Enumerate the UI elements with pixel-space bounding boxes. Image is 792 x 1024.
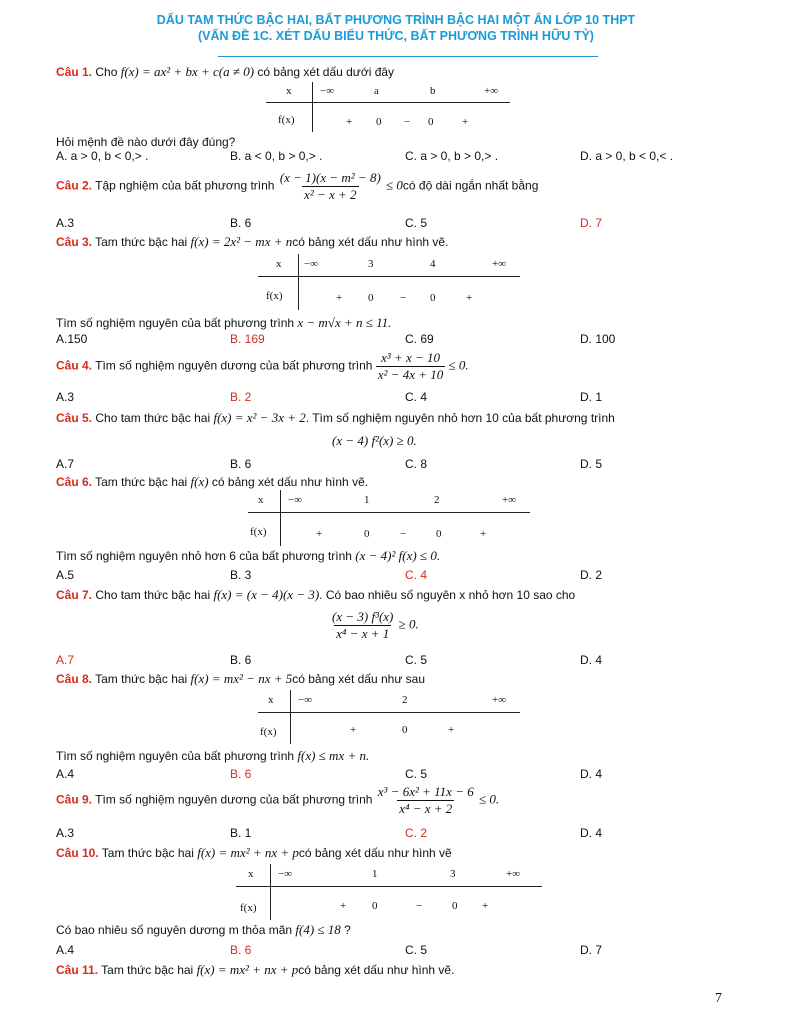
option-a[interactable]: A.3	[56, 390, 75, 404]
option-b-correct[interactable]: B. 169	[230, 332, 265, 346]
option-d[interactable]: D. 4	[580, 826, 603, 840]
fraction: $\frac{\text{(x − 3) f³(x)}}{\text{x⁴ − x + 1}}$	[332, 609, 394, 641]
option-a[interactable]: A.4	[56, 943, 75, 957]
question-1-prompt: Hỏi mệnh đề nào dưới đây đúng?	[56, 135, 236, 149]
option-a[interactable]: A.150	[56, 332, 88, 346]
option-b[interactable]: B. 1	[230, 826, 252, 840]
option-a[interactable]: A.3	[56, 216, 75, 230]
question-3: Câu 3. Tam thức bậc hai f(x) = 2x² − mx + ncó bảng xét dấu như hình vẽ.	[56, 234, 449, 249]
centered-inequality: (x − 4) f²(x) ≥ 0.	[332, 433, 417, 448]
fraction: $\frac{\text{x³ + x − 10}}{\text{x² − 4x + 10}}$	[377, 350, 444, 382]
doc-title: DẤU TAM THỨC BẬC HAI, BẤT PHƯƠNG TRÌNH BẬC HAI MỘT ẨN LỚP 10 THPT	[156, 13, 636, 27]
sign-table-6: x f(x) −∞ 1 2 +∞ + 0 − 0 +	[248, 490, 530, 546]
option-b[interactable]: B. 6	[230, 216, 252, 230]
question-label: Câu 1.	[56, 65, 93, 79]
option-d[interactable]: D. 100	[580, 332, 616, 346]
doc-subtitle: (VẤN ĐỀ 1C. XÉT DẤU BIỂU THỨC, BẤT PHƯƠNG TRÌNH HỮU TỶ)	[198, 29, 594, 43]
option-d-correct[interactable]: D. 7	[580, 216, 603, 230]
option-c[interactable]: C. 4	[405, 390, 428, 404]
option-c-correct[interactable]: C. 2	[405, 826, 428, 840]
option-b-correct[interactable]: B. 6	[230, 943, 252, 957]
option-d[interactable]: D. 4	[580, 767, 603, 781]
option-c[interactable]: C. 5	[405, 767, 428, 781]
question-4: Câu 4. Tìm số nghiệm nguyên dương của bất phương trình $\frac{\text{x³ + x − 10}}{\text{x² − 4x + 10}}$ ≤ 0.	[56, 350, 469, 382]
option-c[interactable]: C. 5	[405, 943, 428, 957]
question-6-prompt: Tìm số nghiệm nguyên nhỏ hơn 6 của bất phương trình (x − 4)² f(x) ≤ 0.	[56, 548, 441, 563]
question-3-prompt: Tìm số nghiệm nguyên của bất phương trình x − m√x + n ≤ 11.	[56, 315, 392, 330]
header-divider	[218, 56, 598, 57]
option-a[interactable]: A. a > 0, b < 0,> .	[56, 149, 149, 163]
option-d[interactable]: D. 4	[580, 653, 603, 667]
question-10-prompt: Có bao nhiêu số nguyên dương m thỏa mãn f(4) ≤ 18 ?	[56, 922, 351, 937]
sign-table-8: x f(x) −∞ 2 +∞ + 0 +	[258, 690, 520, 744]
sign-table-1: x f(x) −∞ a b +∞ + 0 − 0 +	[266, 82, 510, 132]
sign-table-3: x f(x) −∞ 3 4 +∞ + 0 − 0 +	[258, 254, 520, 310]
option-b[interactable]: B. a < 0, b > 0,> .	[230, 149, 323, 163]
option-a-correct[interactable]: A.7	[56, 653, 75, 667]
option-c[interactable]: C. 5	[405, 216, 428, 230]
option-c[interactable]: C. 69	[405, 332, 434, 346]
question-6: Câu 6. Tam thức bậc hai f(x) có bảng xét dấu như hình vẽ.	[56, 474, 369, 489]
question-11: Câu 11. Tam thức bậc hai f(x) = mx² + nx + pcó bảng xét dấu như hình vẽ.	[56, 962, 455, 977]
option-c[interactable]: C. a > 0, b > 0,> .	[405, 149, 499, 163]
option-d[interactable]: D. 1	[580, 390, 603, 404]
option-a[interactable]: A.4	[56, 767, 75, 781]
page-number: 7	[715, 991, 722, 1006]
option-b[interactable]: B. 6	[230, 457, 252, 471]
fraction: $\frac{\text{x³ − 6x² + 11x − 6}}{\text{x⁴ − x + 2}}$	[377, 784, 474, 816]
question-7: Câu 7. Cho tam thức bậc hai f(x) = (x − 4)(x − 3). Có bao nhiêu số nguyên x nhỏ hơn 10 sao cho	[56, 587, 576, 602]
option-d[interactable]: D. 5	[580, 457, 603, 471]
question-9: Câu 9. Tìm số nghiệm nguyên dương của bất phương trình $\frac{\text{x³ − 6x² + 11x − 6}}{\text{x⁴ − x + 2}}$ ≤ 0.	[56, 784, 500, 816]
option-d[interactable]: D. 2	[580, 568, 603, 582]
question-8-prompt: Tìm số nghiệm nguyên của bất phương trình f(x) ≤ mx + n.	[56, 748, 370, 763]
question-10: Câu 10. Tam thức bậc hai f(x) = mx² + nx + pcó bảng xét dấu như hình vẽ	[56, 845, 452, 860]
option-b-correct[interactable]: B. 2	[230, 390, 252, 404]
question-2: Câu 2. Tập nghiệm của bất phương trình $\frac{\text{(x − 1)(x − m² − 8)}}{\text{x² − x + 2}}$ ≤ 0có độ dài ngắn nhất bằng	[56, 170, 539, 202]
option-b[interactable]: B. 3	[230, 568, 252, 582]
option-a[interactable]: A.3	[56, 826, 75, 840]
option-c-correct[interactable]: C. 4	[405, 568, 428, 582]
option-c[interactable]: C. 8	[405, 457, 428, 471]
option-a[interactable]: A.5	[56, 568, 75, 582]
option-b[interactable]: B. 6	[230, 653, 252, 667]
option-a[interactable]: A.7	[56, 457, 75, 471]
option-d[interactable]: D. a > 0, b < 0,< .	[580, 149, 674, 163]
option-c[interactable]: C. 5	[405, 653, 428, 667]
question-8: Câu 8. Tam thức bậc hai f(x) = mx² − nx + 5có bảng xét dấu như sau	[56, 671, 426, 686]
fraction: $\frac{\text{(x − 1)(x − m² − 8)}}{\text{x² − x + 2}}$	[279, 170, 381, 202]
sign-table-10: x f(x) −∞ 1 3 +∞ + 0 − 0 +	[236, 864, 542, 920]
question-1: Câu 1. Cho f(x) = ax² + bx + c(a ≠ 0) có bảng xét dấu dưới đây	[56, 64, 395, 79]
centered-inequality: $\frac{\text{(x − 3) f³(x)}}{\text{x⁴ − x + 1}}$ ≥ 0.	[332, 609, 419, 641]
option-b-correct[interactable]: B. 6	[230, 767, 252, 781]
question-5: Câu 5. Cho tam thức bậc hai f(x) = x² − 3x + 2. Tìm số nghiệm nguyên nhỏ hơn 10 của bất phương trình	[56, 410, 615, 425]
option-d[interactable]: D. 7	[580, 943, 603, 957]
